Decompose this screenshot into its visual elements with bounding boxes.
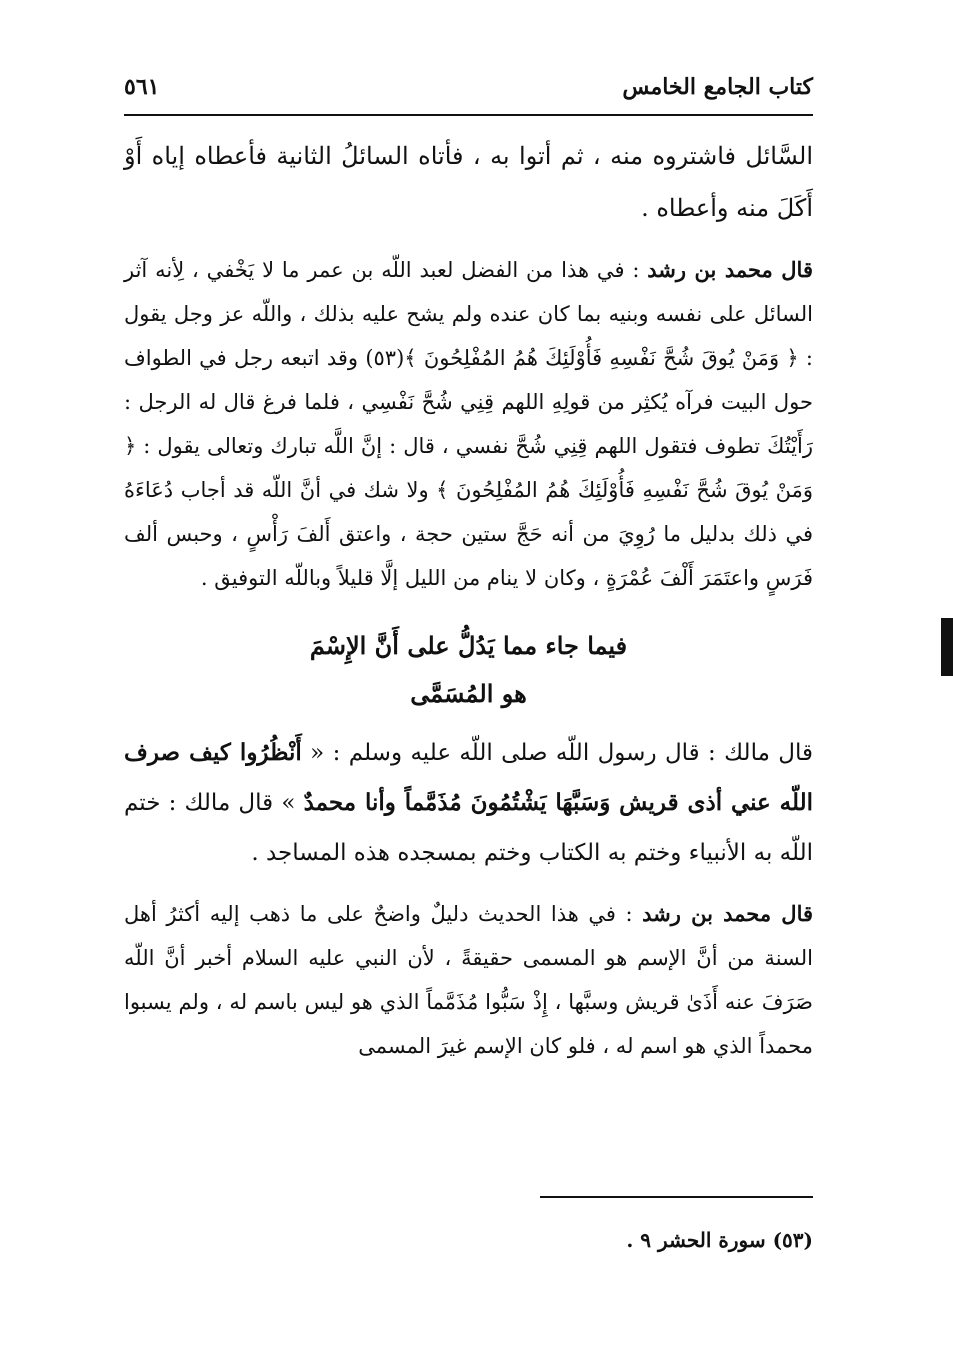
page-edge-mark	[941, 618, 953, 676]
hadith-close: »	[281, 790, 304, 816]
paragraph-commentary-2	[124, 892, 813, 1068]
commentary-text: : في هذا الحديث دليلٌ واضحٌ على ما ذهب إليه أكثرُ أهل السنة من أنَّ الإسم هو المسمى حقيقةً ، لأن النبي عليه السلام أخبر أنَّ اللّه صَرَفَ عنه أَذَىٰ قريش وسبَّها ، إِذْ سَبُّوا مُذَمَّماً الذي هو ليس باسم له ، ولم يسبوا محمداً الذي هو اسم له ، فلو كان الإسم غيرَ المسمى	[124, 902, 813, 1058]
hadith-intro: قال مالك : قال رسول اللّه صلى اللّه عليه وسلم : «	[301, 740, 813, 766]
hadith-after: قال مالك : ختم اللّه به الأنبياء وختم به الكتاب وختم بمسجده هذه المساجد .	[124, 790, 813, 866]
running-title: كتاب الجامع الخامس	[622, 74, 813, 100]
page-header	[124, 68, 813, 108]
paragraph-continuation: السَّائل فاشتروه منه ، ثم أتوا به ، فأتاه السائلُ الثانية فأعطاه إياه أَوْ أَكَلَ منه وأعطاه .	[124, 142, 813, 222]
commentary-text: : في هذا من الفضل لعبد اللّه بن عمر ما لا يَخْفي ، لِأنه آثر السائل على نفسه وبنيه بما كان عنده ولم يشح عليه بذلك ، واللّه عز وجل يقول : ﴿ وَمَنْ يُوقَ شُحَّ نَفْسِهِ فَأُوْلَئِكَ هُمُ المُفْلِحُونَ ﴾(٥٣) وقد اتبعه رجل في الطواف حول البيت فرآه يُكثِر من قولِهِ اللهم قِنِي شُحَّ نَفْسِي ، فلما فرغ قال له الرجل : رَأَيْتُكَ تطوف فتقول اللهم قِنِي شُحَّ نفسي ، قال : إنَّ اللَّه تبارك وتعالى يقول : ﴿ وَمَنْ يُوقَ شُحَّ نَفْسِهِ فَأُوْلَئِكَ هُمُ المُفْلِحُونَ ﴾ ولا شك في أنَّ اللّه قد أجاب دُعَاءَهُ في ذلك بدليل ما رُوِيَ من أنه حَجَّ ستين حجة ، واعتق أَلفَ رَأْسٍ ، وحبس ألف فَرَسٍ واعتَمَرَ أَلْفَ عُمْرَةٍ ، وكان لا ينام من الليل إلَّا قليلاً وباللّه التوفيق .	[124, 258, 813, 590]
hadith-paragraph	[124, 728, 813, 878]
section-heading-line-1: فيما جاء مما يَدُلُّ على أَنَّ الإِسْمَ	[309, 631, 628, 660]
header-divider	[124, 114, 813, 116]
page-body	[124, 130, 813, 1068]
section-heading-line-2: هو المُسَمَّى	[410, 679, 527, 708]
hadith-quote: أَنْظُرُوا كيف صرف اللّه عني أذى قريش وَسَبَّهَا يَشْتُمُونَ مُذَمَّماً وأنا محمدٌ	[124, 739, 813, 816]
paragraph-commentary-1	[124, 248, 813, 600]
speaker-label: قال محمد بن رشد	[642, 901, 814, 926]
section-heading	[124, 622, 813, 718]
page-number: ٥٦١	[124, 74, 160, 100]
footnote-divider	[540, 1196, 813, 1198]
footnote: (٥٣) سورة الحشر ٩ .	[626, 1228, 813, 1252]
speaker-label: قال محمد بن رشد	[647, 257, 813, 282]
